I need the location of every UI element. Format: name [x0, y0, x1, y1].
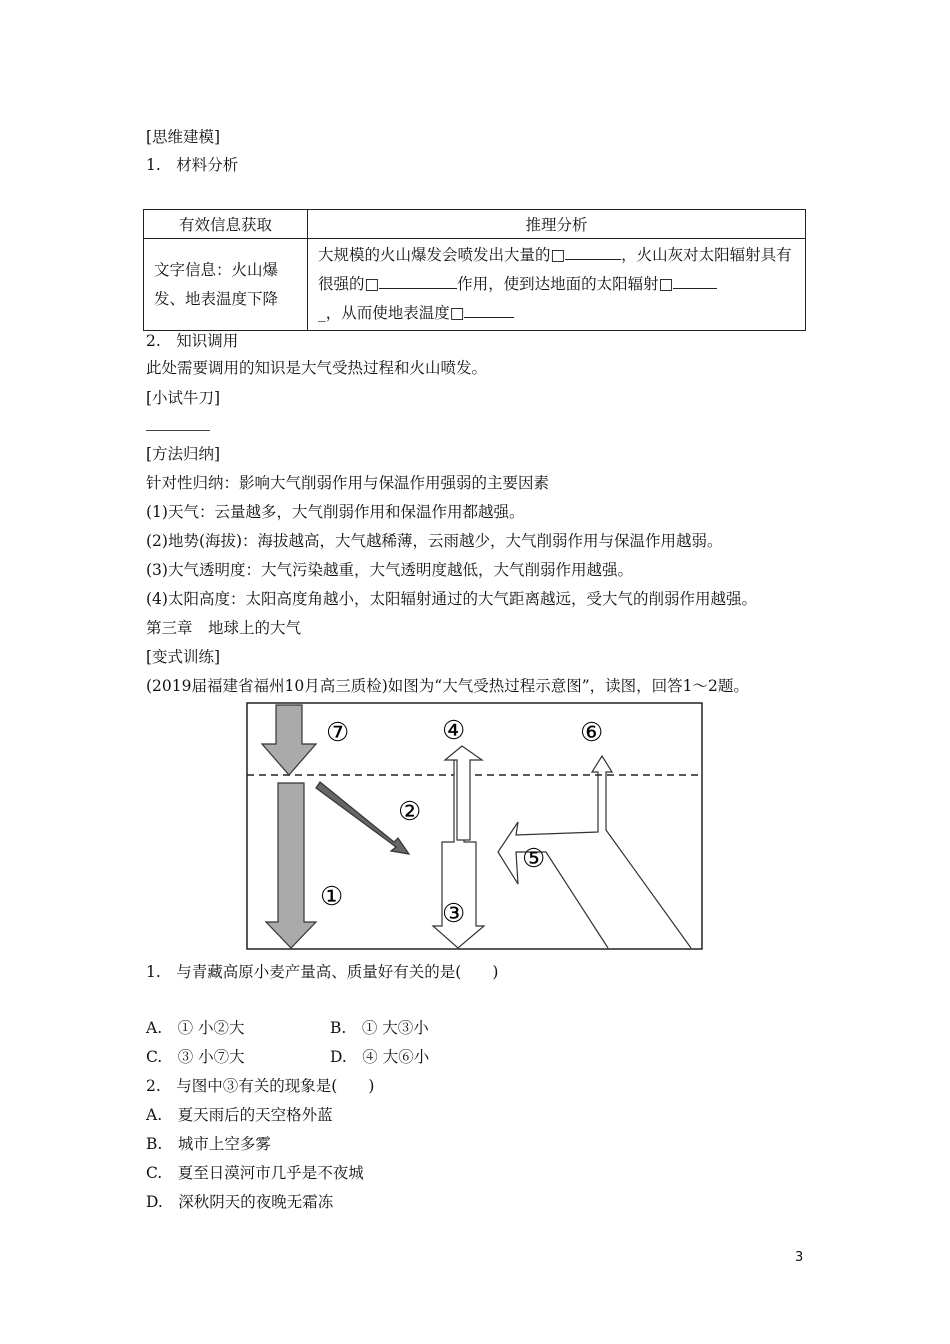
method-solar-altitude: (4)太阳高度：太阳高度角越小，太阳辐射通过的大气距离越远，受大气的削弱作用越强。 — [146, 590, 757, 608]
label-3: ③ — [442, 899, 466, 929]
question-intro: (2019届福建省福州10月高三质检)如图为“大气受热过程示意图”，读图，回答1～2题。 — [146, 677, 749, 695]
label-2: ② — [398, 797, 422, 827]
section-thinking: [思维建模] — [146, 128, 221, 146]
table-cell-text-info: 文字信息：火山爆发、地表温度下降 — [144, 239, 308, 331]
fill-blank-1[interactable] — [565, 245, 621, 260]
item-material-analysis: 1. 材料分析 — [146, 156, 239, 174]
reasoning-part-2: ，火山灰对太阳辐射具有很强的□ — [318, 246, 792, 293]
label-7: ⑦ — [326, 718, 350, 748]
reasoning-part-3: 作用，使到达地面的太阳辐射□ — [457, 275, 674, 293]
q1-stem: 1. 与青藏高原小麦产量高、质量好有关的是( ) — [146, 963, 499, 981]
table-header-info: 有效信息获取 — [144, 210, 308, 239]
label-5: ⑤ — [522, 844, 546, 874]
q2-option-c[interactable]: C. 夏至日漠河市几乎是不夜城 — [146, 1164, 364, 1182]
q2-option-a[interactable]: A. 夏天雨后的天空格外蓝 — [146, 1106, 333, 1124]
q2-option-b[interactable]: B. 城市上空多雾 — [146, 1135, 271, 1153]
fill-blank-4[interactable] — [464, 303, 514, 318]
label-6: ⑥ — [580, 718, 604, 748]
method-transparency: (3)大气透明度：大气污染越重，大气透明度越低，大气削弱作用越强。 — [146, 561, 633, 579]
table-cell-reasoning — [308, 239, 806, 331]
section-method: [方法归纳] — [146, 445, 221, 463]
q1-option-b[interactable]: B. ① 大③小 — [330, 1019, 429, 1037]
q2-stem: 2. 与图中③有关的现象是( ) — [146, 1077, 375, 1095]
item-knowledge: 2. 知识调用 — [146, 332, 239, 350]
label-4: ④ — [442, 716, 466, 746]
method-intro: 针对性归纳：影响大气削弱作用与保温作用强弱的主要因素 — [146, 474, 550, 492]
chapter-title: 第三章 地球上的大气 — [146, 619, 302, 637]
q1-option-a[interactable]: A. ① 小②大 — [146, 1019, 245, 1037]
reasoning-part-1: 大规模的火山爆发会喷发出大量的□ — [318, 246, 566, 264]
section-try: [小试牛刀] — [146, 389, 221, 407]
knowledge-text: 此处需要调用的知识是大气受热过程和火山喷发。 — [146, 359, 488, 377]
fill-blank-3[interactable] — [673, 274, 717, 289]
q1-option-d[interactable]: D. ④ 大⑥小 — [330, 1048, 430, 1066]
fill-blank-2[interactable] — [379, 274, 457, 289]
page-number: 3 — [795, 1250, 804, 1265]
label-1: ① — [320, 882, 344, 912]
q2-option-d[interactable]: D. 深秋阴天的夜晚无霜冻 — [146, 1193, 334, 1211]
section-variant: [变式训练] — [146, 648, 221, 666]
method-weather: (1)天气：云量越多，大气削弱作用和保温作用都越强。 — [146, 503, 525, 521]
analysis-table — [143, 209, 806, 331]
divider — [146, 430, 210, 431]
method-terrain: (2)地势(海拔)：海拔越高，大气越稀薄，云雨越少，大气削弱作用与保温作用越弱。 — [146, 532, 723, 550]
table-header-reasoning: 推理分析 — [308, 210, 806, 239]
atmosphere-heating-diagram — [246, 702, 703, 950]
q1-option-c[interactable]: C. ③ 小⑦大 — [146, 1048, 245, 1066]
reasoning-part-4: _，从而使地表温度□ — [318, 304, 465, 322]
